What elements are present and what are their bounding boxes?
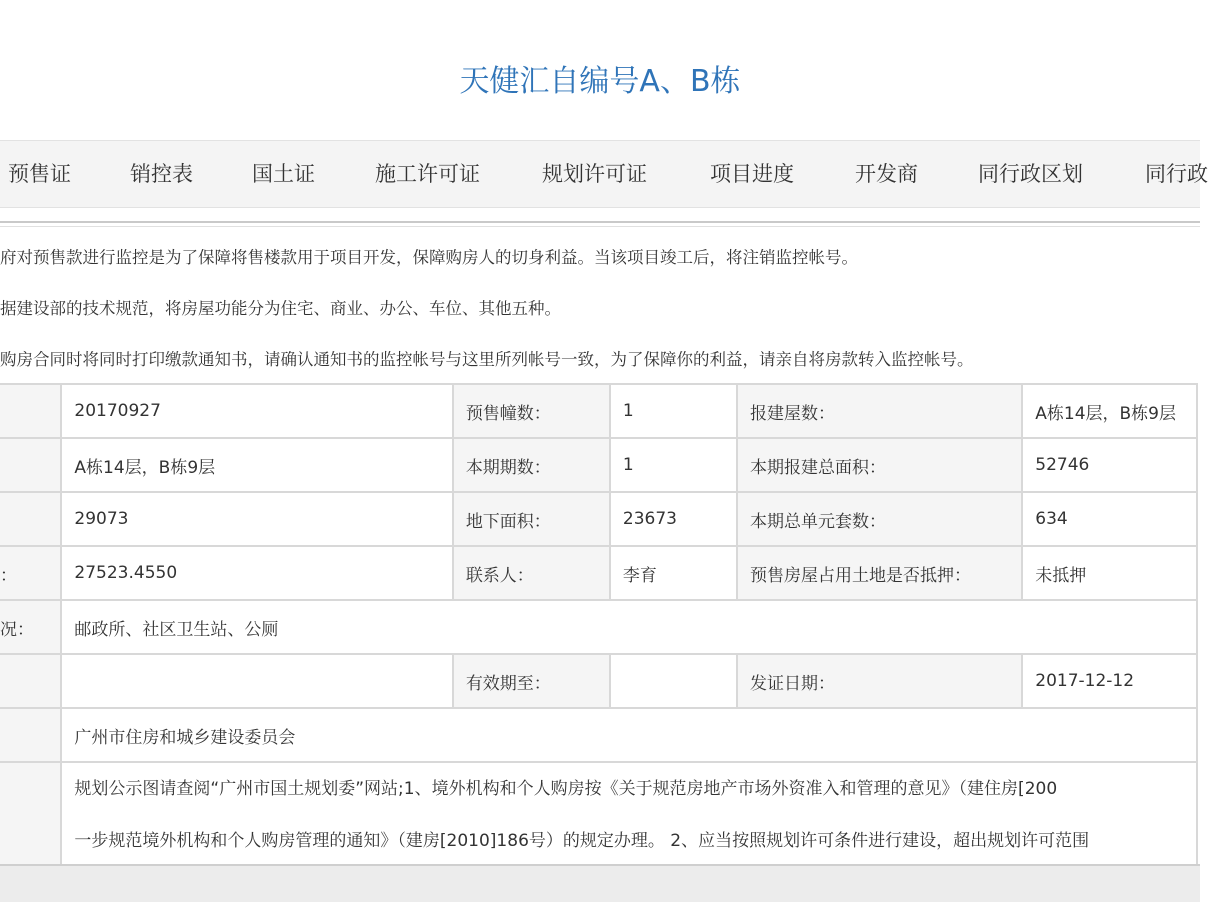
table-row [0,654,1197,708]
note-line: 购房合同时将同时打印缴款通知书，请确认通知书的监控帐号与这里所列帐号一致，为了保障你的利益，请亲自将房款转入监控帐号。 [0,350,974,369]
field-label [0,438,61,492]
divider [0,226,1200,227]
table-row [0,708,1197,762]
tab-presale-certificate[interactable]: 预售证 [8,162,71,186]
field-label: 有效期至： [453,654,610,708]
field-label: 地下面积： [453,492,610,546]
field-label: 预售房屋占用土地是否抵押： [737,546,1022,600]
page-title: 天健汇自编号A、B栋 [459,64,741,99]
tab-same-district[interactable]: 同行政区划 [978,162,1083,186]
table-row [0,762,1197,868]
field-label: 本期报建总面积： [737,438,1022,492]
field-value [610,654,737,708]
field-value: 29073 [61,492,452,546]
tab-same-district-more[interactable]: 同行政 [1145,162,1208,186]
field-value: 20170927 [61,384,452,438]
tab-project-progress[interactable]: 项目进度 [710,162,794,186]
field-label: 报建屋数： [737,384,1022,438]
field-value: 27523.4550 [61,546,452,600]
note-line: 府对预售款进行监控是为了保障将售楼款用于项目开发，保障购房人的切身利益。当该项目竣工后，将注销监控帐号。 [0,248,858,267]
field-value: 634 [1022,492,1197,546]
field-label: 本期总单元套数： [737,492,1022,546]
remarks-cell [61,762,1197,868]
table-row [0,546,1197,600]
note-line: 据建设部的技术规范，将房屋功能分为住宅、商业、办公、车位、其他五种。 [0,299,561,318]
field-label [0,384,61,438]
tab-developer[interactable]: 开发商 [855,162,918,186]
tab-planning-permit[interactable]: 规划许可证 [542,162,647,186]
field-value: A栋14层，B栋9层 [1022,384,1197,438]
field-value: 邮政所、社区卫生站、公厕 [61,600,1197,654]
tab-bar [0,140,1208,208]
field-value: 23673 [610,492,737,546]
presale-info-table [0,383,1198,869]
table-row [0,384,1197,438]
tab-sales-control-table[interactable]: 销控表 [130,162,193,186]
table-row [0,600,1197,654]
field-label [0,492,61,546]
tab-construction-permit[interactable]: 施工许可证 [375,162,480,186]
table-row [0,492,1197,546]
field-value: 李育 [610,546,737,600]
field-value: 1 [610,384,737,438]
remark-line: 一步规范境外机构和个人购房管理的通知》（建房[2010]186号）的规定办理。 2、应当按照规划许可条件进行建设，超出规划许可范围 [74,831,1090,851]
field-label: 联系人： [453,546,610,600]
field-value: 广州市住房和城乡建设委员会 [61,708,1197,762]
field-label: 本期期数： [453,438,610,492]
field-label: 发证日期： [737,654,1022,708]
field-value: 1 [610,438,737,492]
field-label: 预售幢数： [453,384,610,438]
remark-line: 规划公示图请查阅“广州市国土规划委”网站;1、境外机构和个人购房按《关于规范房地产市场外资准入和管理的意见》（建住房[200 [74,779,1058,799]
footer-bar [0,864,1200,902]
table-row [0,438,1197,492]
divider [0,221,1200,223]
tab-land-certificate[interactable]: 国土证 [252,162,315,186]
field-label [0,654,61,708]
field-label: ： [0,546,61,600]
field-value: 2017-12-12 [1022,654,1197,708]
field-label [0,762,61,868]
field-value: 52746 [1022,438,1197,492]
field-value: 未抵押 [1022,546,1197,600]
field-label [0,708,61,762]
field-value: A栋14层，B栋9层 [61,438,452,492]
field-label: 况： [0,600,61,654]
field-value [61,654,452,708]
